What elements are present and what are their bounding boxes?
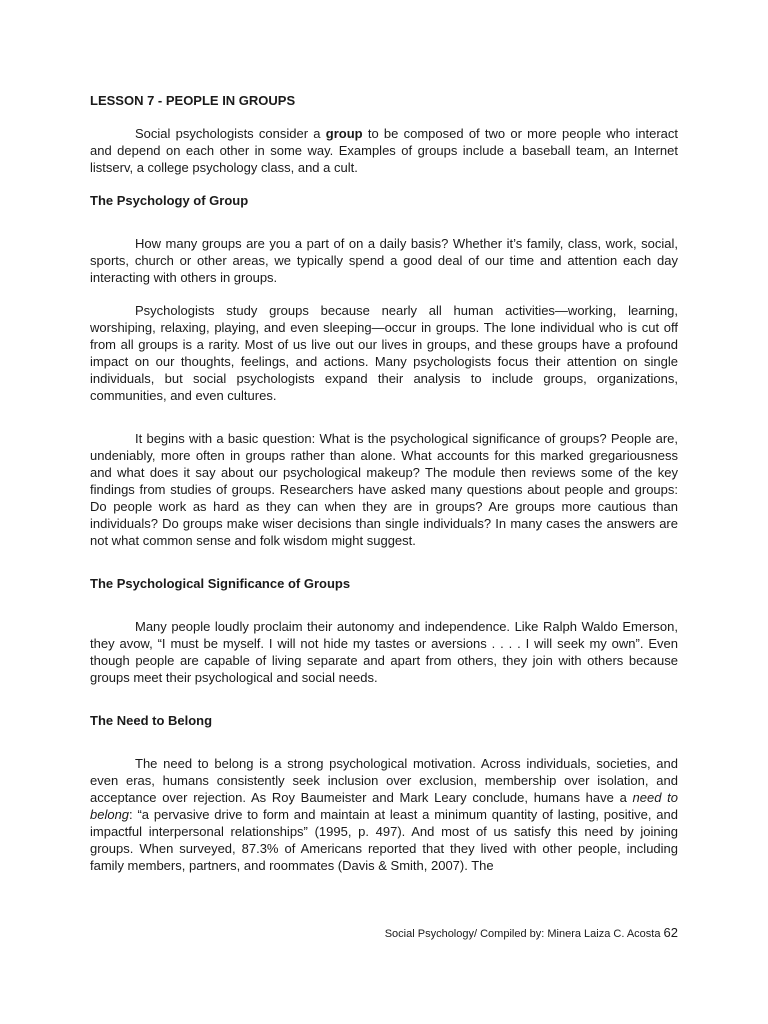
- page-footer: [385, 926, 678, 941]
- paragraph-daily-groups: How many groups are you a part of on a daily basis? Whether it’s family, class, work, social, sports, church or other areas, we typically spend a good deal of our time and attention each day interacting with others in groups.: [90, 236, 678, 285]
- paragraph-why-study-groups: Psychologists study groups because nearly all human activities—working, learning, worshiping, relaxing, playing, and even sleeping—occur in groups. The lone individual who is cut off from all groups is a rarity. Most of us live out our lives in groups, and these groups have a profound impact on our thoughts, feelings, and actions. Many psychologists focus their attention on single individuals, but social psychologists expand their analysis to include groups, organizations, communities, and even cultures.: [90, 303, 678, 403]
- belong-text-before: The need to belong is a strong psychological motivation. Across individuals, societies, and even eras, humans consistently seek inclusion over exclusion, membership over isolation, and acceptance over rejection. As Roy Baumeister and Mark Leary conclude, humans have a: [90, 756, 678, 805]
- section-heading-need-to-belong: The Need to Belong: [90, 713, 213, 728]
- paragraph-autonomy: Many people loudly proclaim their autonomy and independence. Like Ralph Waldo Emerson, they avow, “I must be myself. I will not hide my tastes or aversions . . . . I will seek my own”. Even though people are capable of living separate and apart from others, they join with others because groups meet their psychological and social needs.: [90, 619, 678, 685]
- intro-text-before: Social psychologists consider a: [135, 126, 326, 141]
- footer-credit: Social Psychology/ Compiled by: Minera Laiza C. Acosta: [384, 928, 664, 940]
- paragraph-basic-question: It begins with a basic question: What is the psychological significance of groups? People are, undeniably, more often in groups rather than alone. What accounts for this marked gregariousness and what does it say about our psychological makeup? The module then reviews some of the key findings from studies of groups. Researchers have asked many questions about people and groups: Do people work as hard as they can when they are in groups? Are groups more cautious than individuals? Do groups make wiser decisions than single individuals? In many cases the answers are not what common sense and folk wisdom might suggest.: [90, 431, 678, 548]
- group-term: group: [325, 126, 363, 141]
- intro-paragraph: [90, 125, 678, 176]
- belong-text-after: : “a pervasive drive to form and maintain at least a minimum quantity of lasting, positive, and impactful interpersonal relationships” (1995, p. 497). And most of us satisfy this need by joining groups. When surveyed, 87.3% of Americans reported that they lived with other people, including family members, partners, and roommates (Davis & Smith, 2007). The: [90, 807, 678, 873]
- need-to-belong-term: need to belong: [90, 790, 678, 822]
- lesson-title: LESSON 7 - PEOPLE IN GROUPS: [90, 93, 296, 108]
- intro-text-after: to be composed of two or more people who interact and depend on each other in some way. Examples of groups include a baseball team, an Internet listserv, a college psychology class, and a cult.: [90, 126, 678, 175]
- page-number: 62: [663, 925, 678, 940]
- section-heading-psychology-of-group: The Psychology of Group: [90, 193, 249, 208]
- paragraph-need-to-belong: [90, 755, 678, 874]
- section-heading-psychological-significance: The Psychological Significance of Groups: [90, 576, 351, 591]
